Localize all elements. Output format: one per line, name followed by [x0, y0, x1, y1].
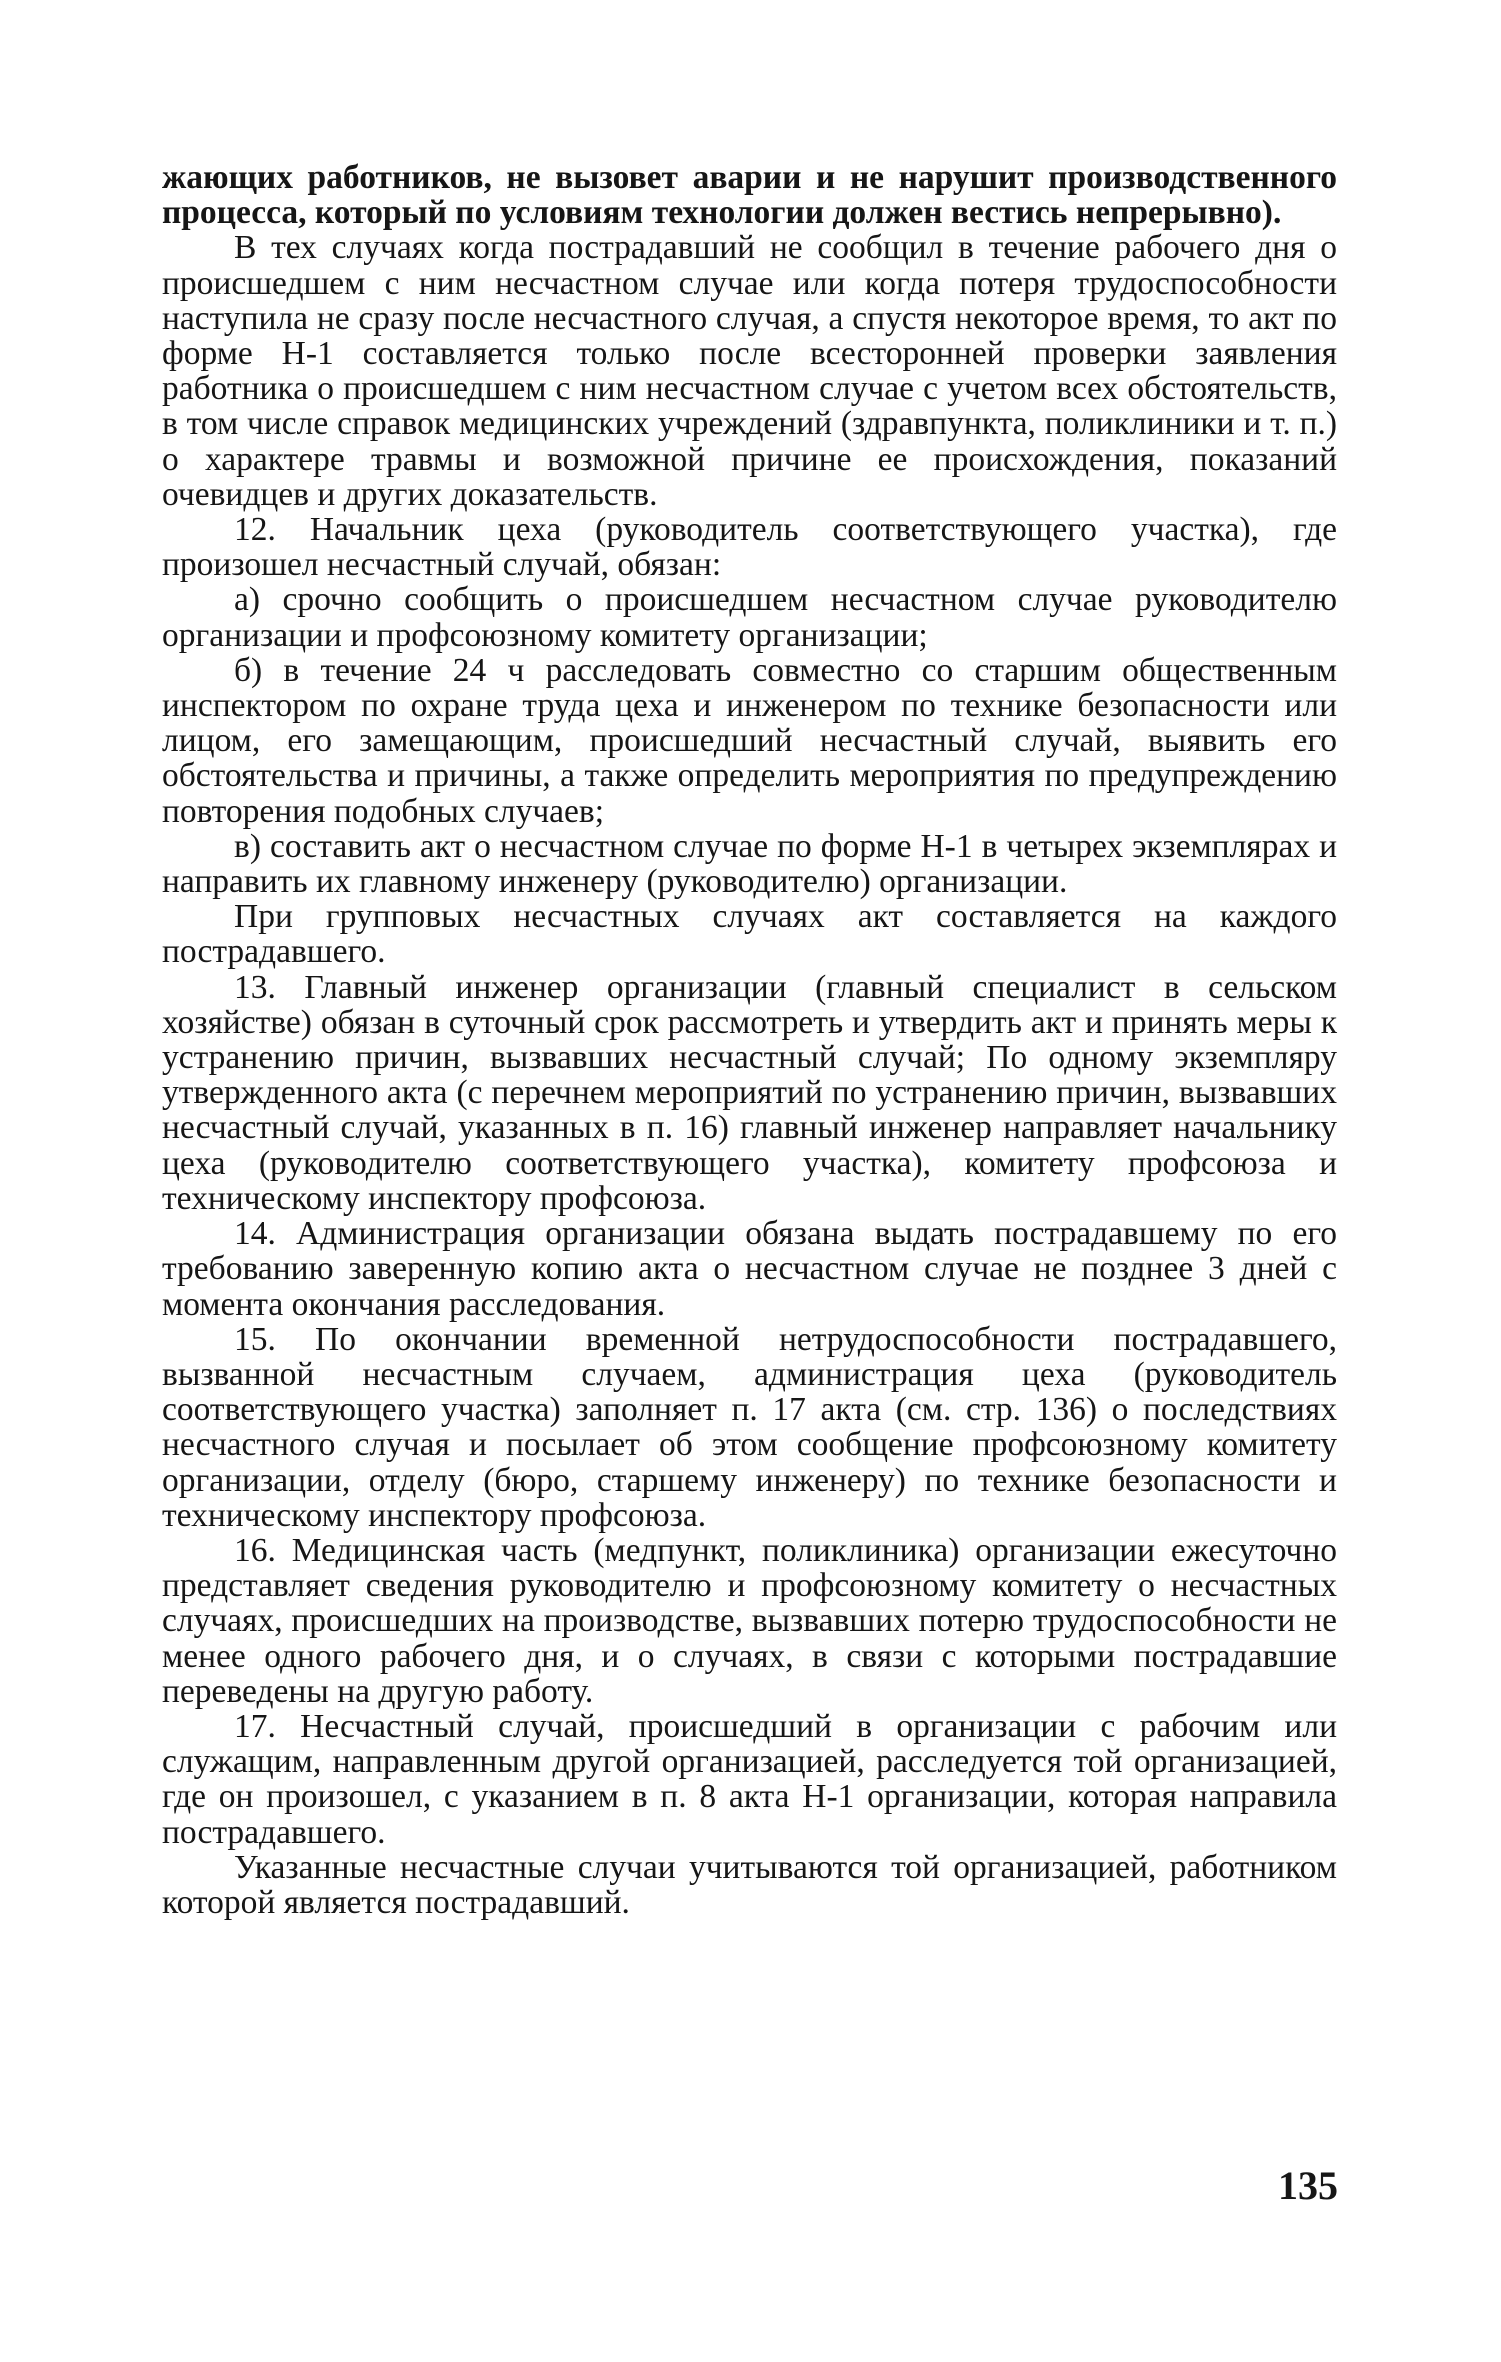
page-number: 135 [1278, 2163, 1338, 2208]
paragraph-item-14: 14. Администрация организации обязана выдать пострадавшему по его требованию заверенную копию акта о несчастном случае не позднее 3 дней с момента окончания расследования. [162, 1215, 1337, 1323]
paragraph-item-16: 16. Медицинская часть (медпункт, поликлиника) организации ежесуточно представляет сведения руководителю и профсоюзному комитету о несчастных случаях, происшедших на производстве, вызвавших потерю трудоспособности не менее одного рабочего дня, и о случаях, в связи с которыми пострадавшие переведены на другую работу. [162, 1531, 1337, 1710]
document-page [162, 160, 1337, 1920]
paragraph-item-12v: в) составить акт о несчастном случае по форме Н-1 в четырех экземплярах и направить их главному инженеру (руководителю) организации. [162, 827, 1337, 901]
paragraph-item-12a: а) срочно сообщить о происшедшем несчастном случае руководителю организации и профсоюзному комитету организации; [162, 581, 1337, 654]
paragraph-item-17: 17. Несчастный случай, происшедший в организации с рабочим или служащим, направленным другой организацией, расследуется той организацией, где он произошел, с указанием в п. 8 акта Н-1 организации, которая направила пострадавшего. [162, 1707, 1337, 1851]
paragraph-accounting: Указанные несчастные случаи учитываются той организацией, работником которой является пострадавший. [162, 1848, 1337, 1921]
paragraph-item-13: 13. Главный инженер организации (главный специалист в сельском хозяйстве) обязан в суточный срок рассмотреть и утвердить акт и принять меры к устранению причин, вызвавших несчастный случай; По одному экземпляру утвержденного акта (с перечнем мероприятий по устранению причин, вызвавших несчастный случай, указанных в п. 16) главный инженер направляет начальнику цеха (руководителю соответствующего участка), комитету профсоюза и техническому инспектору профсоюза. [162, 968, 1337, 1217]
paragraph-late-report: В тех случаях когда пострадавший не сообщил в течение рабочего дня о происшедшем с ним несчастном случае или когда потеря трудоспособности наступила не сразу после несчастного случая, а спустя некоторое время, то акт по форме Н-1 составляется только после всесторонней проверки заявления работника о происшедшем с ним несчастном случае с учетом всех обстоятельств, в том числе справок медицинских учреждений (здравпункта, поликлиники и т. п.) о характере травмы и возможной причине ее происхождения, показаний очевидцев и других доказательств. [162, 229, 1337, 513]
paragraph-continuation: жающих работников, не вызовет аварии и не нарушит производственного процесса, который по условиям технологии должен вестись непрерывно). [162, 159, 1337, 232]
paragraph-item-15: 15. По окончании временной нетрудоспособности пострадавшего, вызванной несчастным случаем, администрация цеха (руководитель соответствующего участка) заполняет п. 17 акта (см. стр. 136) о последствиях несчастного случая и посылает об этом сообщение профсоюзному комитету организации, отделу (бюро, старшему инженеру) по технике безопасности и техническому инспектору профсоюза. [162, 1320, 1337, 1534]
paragraph-group-accidents: При групповых несчастных случаях акт составляется на каждого пострадавшего. [162, 898, 1337, 971]
paragraph-item-12: 12. Начальник цеха (руководитель соответствующего участка), где произошел несчастный случай, обязан: [162, 511, 1337, 584]
paragraph-item-12b: б) в течение 24 ч расследовать совместно со старшим общественным инспектором по охране труда цеха и инженером по технике безопасности или лицом, его замещающим, происшедший несчастный случай, выявить его обстоятельства и причины, а также определить мероприятия по предупреждению повторения подобных случаев; [162, 651, 1337, 830]
